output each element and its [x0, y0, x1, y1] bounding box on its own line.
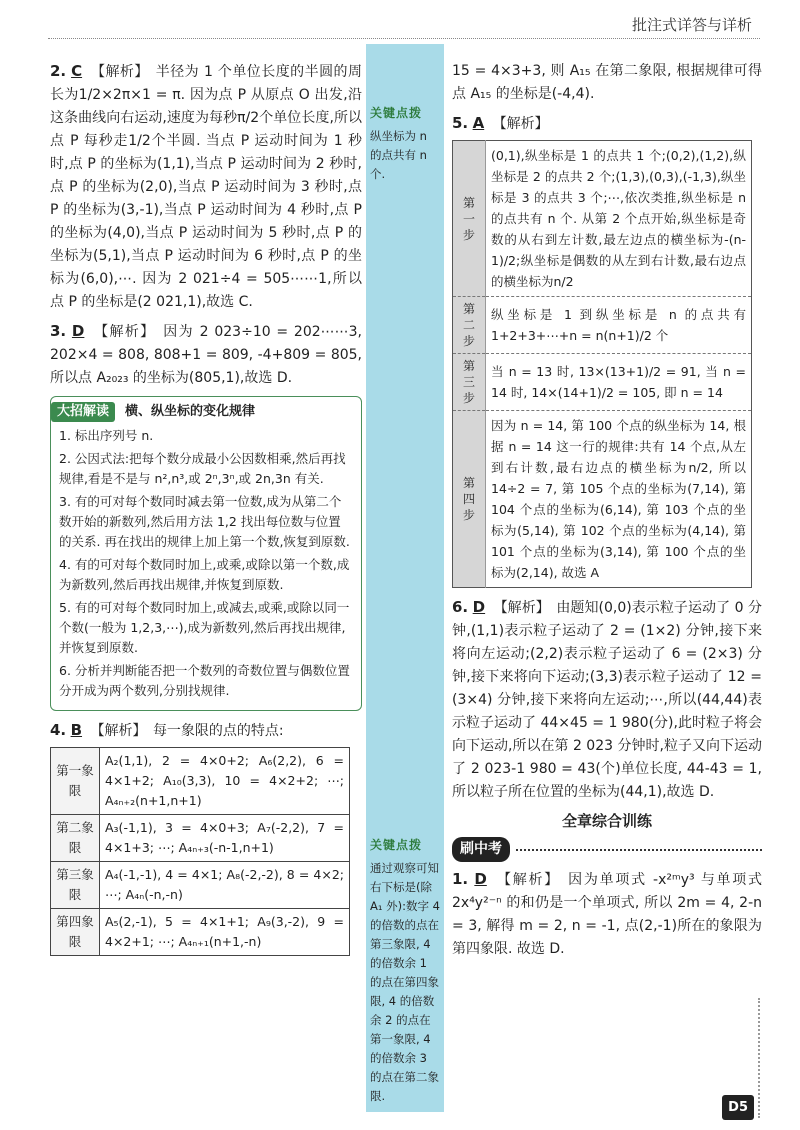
step-body: 当 n = 13 时, 13×(13+1)/2 = 91, 当 n = 14 时, 14×(14+1)/2 = 105, 即 n = 14 [486, 354, 752, 411]
question-2-tag: 【解析】 [91, 64, 149, 80]
question-6-number: 6. [452, 598, 469, 616]
margin-note-1-title: 关键点拨 [370, 106, 423, 120]
question-5-answer: A [472, 114, 485, 132]
header-title: 批注式详答与详析 [631, 16, 752, 34]
tips-box-title: 大招解读 [51, 402, 115, 422]
tips-box-subtitle: 横、纵坐标的变化规律 [125, 404, 256, 419]
step-head: 第一步 [453, 141, 486, 297]
tips-item: 6. 分析并判断能否把一个数列的奇数位置与偶数位置分开成为两个数列,分别找规律. [59, 663, 350, 698]
table-row [453, 354, 752, 411]
margin-note-1 [366, 102, 444, 184]
left-column [50, 60, 362, 962]
section-title: 全章综合训练 [561, 812, 652, 830]
question-3-tag: 【解析】 [94, 324, 156, 340]
question-4-answer: B [70, 721, 83, 739]
exam-banner [452, 837, 762, 862]
step-head: 第四步 [453, 411, 486, 588]
question-2-number: 2. [50, 62, 67, 80]
question-5 [452, 112, 762, 588]
tips-item: 1. 标出序列号 n. [59, 428, 154, 443]
question-2 [50, 60, 362, 314]
tips-item: 3. 有的可对每个数同时减去第一位数,成为从第二个数开始的新数列,然后用方法 1,2 找出每位数与位置的关系. 再在找出的规律上加上第一个数,恢复到原数. [59, 494, 350, 549]
margin-note-2-text: 通过观察可知右下标是(除 A₁ 外):数字 4 的倍数的点在第三象限, 4 的倍数余 1 的点在第四象限, 4 的倍数余 2 的点在第一象限, 4 的倍数余 3 的点在第二象限. [370, 861, 440, 1103]
table-row-body: A₃(-1,1), 3 = 4×0+3; A₇(-2,2), 7 = 4×1+3; ⋯; A₄ₙ₊₃(-n-1,n+1) [100, 815, 350, 862]
margin-note-2 [366, 834, 444, 1106]
table-row [51, 909, 350, 956]
question-4-continued: 15 = 4×3+3, 则 A₁₅ 在第二象限, 根据规律可得点 A₁₅ 的坐标是(-4,4). [452, 63, 762, 102]
table-row-head: 第一象限 [51, 748, 100, 815]
tips-list [59, 426, 353, 701]
question-4-tag: 【解析】 [90, 723, 147, 739]
question-1-answer: D [474, 870, 487, 888]
question-6-answer: D [472, 598, 486, 616]
question-2-answer: C [71, 62, 83, 80]
tips-item: 4. 有的可对每个数同时加上,或乘,或除以第一个数,成为新数列,然后再找出规律,并恢复到原数. [59, 557, 350, 592]
question-1-text: 因为单项式 -x²ᵐy³ 与单项式 2x⁴y²⁻ⁿ 的和仍是一个单项式, 所以 2m = 4, 2-n = 3, 解得 m = 2, n = -1, 点(2,-1)所在的象限为第四象限. 故选 D. [452, 872, 763, 957]
question-3-number: 3. [50, 322, 67, 340]
table-row [453, 411, 752, 588]
question-5-tag: 【解析】 [492, 116, 549, 132]
quadrant-table [50, 747, 350, 956]
table-row [453, 141, 752, 297]
exam-banner-label: 刷中考 [452, 837, 510, 862]
question-4-number: 4. [50, 721, 67, 739]
table-row [51, 815, 350, 862]
question-5-number: 5. [452, 114, 469, 132]
step-body: (0,1),纵坐标是 1 的点共 1 个;(0,2),(1,2),纵坐标是 2 的点共 2 个;(1,3),(0,3),(-1,3),纵坐标是 3 的点共 3 个;⋯,依次类推,纵坐标是 n 的点共有 n 个. 从第 2 个点开始,纵坐标是奇数的从右到左计数,最左边点的横坐标为-(n-1)/2;纵坐标是偶数的从左到右计数,最右边点的横坐标为n/2 [486, 141, 752, 297]
table-row-head: 第三象限 [51, 862, 100, 909]
right-column [452, 60, 762, 967]
tips-item: 2. 公因式法:把每个数分成最小公因数相乘,然后再找规律,看是不是与 n²,n³,或 2ⁿ,3ⁿ,或 2n,3n 有关. [59, 451, 346, 486]
tips-item: 5. 有的可对每个数同时加上,或减去,或乘,或除以同一个数(一般为 1,2,3,⋯),成为新数列,然后再找出规律,并恢复到原数. [59, 600, 350, 655]
question-6 [452, 596, 762, 804]
question-6-text: 由题知(0,0)表示粒子运动了 0 分钟,(1,1)表示粒子运动了 2 = (1×2) 分钟,接下来将向左运动;(2,2)表示粒子运动了 6 = (2×3) 分钟,接下来将向下运动;(3,3)表示粒子运动了 12 = (3×4) 分钟,接下来将向左运动;⋯,所以(44,44)表示粒子运动了 44×45 = 1 980(分),此时粒子将会向下运动,所以在第 2 023 分钟时,粒子又向下运动了 2 023-1 980 = 43(个)单位长度, 44-43 = 1, 所以粒子所在位置的坐标为(44,1),故选 D. [452, 600, 763, 800]
table-row [51, 862, 350, 909]
margin-note-1-text: 纵坐标为 n 的点共有 n 个. [370, 129, 427, 181]
page-number: D5 [722, 1095, 754, 1120]
tips-box [50, 396, 362, 711]
table-row-body: A₄(-1,-1), 4 = 4×1; A₈(-2,-2), 8 = 4×2; ⋯; A₄ₙ(-n,-n) [100, 862, 350, 909]
margin-note-2-title: 关键点拨 [370, 838, 423, 852]
table-row-body: A₂(1,1), 2 = 4×0+2; A₆(2,2), 6 = 4×1+2; A₁₀(3,3), 10 = 4×2+2; ⋯; A₄ₙ₊₂(n+1,n+1) [100, 748, 350, 815]
question-3-answer: D [71, 322, 85, 340]
table-row-head: 第四象限 [51, 909, 100, 956]
question-3 [50, 320, 362, 390]
steps-table [452, 140, 752, 588]
step-head: 第二步 [453, 297, 486, 354]
header-rule [48, 38, 760, 39]
question-4-text: 每一象限的点的特点: [152, 723, 284, 739]
question-2-text: 半径为 1 个单位长度的半圆的周长为1/2×2π×1 = π. 因为点 P 从原点 O 出发,沿这条曲线向右运动,速度为每秒π/2个单位长度,所以点 P 每秒走1/2个半圆. 当点 P 运动时间为 1 秒时,点 P 的坐标为(1,1),当点 P 运动时间为 2 秒时,点 P 的坐标为(2,0),当点 P 运动时间为 3 秒时,点 P 的坐标为(3,-1),当点 P 运动时间为 4 秒时,点 P 的坐标为(4,0),当点 P 运动时间为 5 秒时,点 P 的坐标为(5,1),当点 P 运动时间为 6 秒时,点 P 的坐标为(6,0),⋯. 因为 2 021÷4 = 505⋯⋯1,所以点 P 的坐标是(2 021,1),故选 C. [50, 64, 363, 310]
table-row-body: A₅(2,-1), 5 = 4×1+1; A₉(3,-2), 9 = 4×2+1; ⋯; A₄ₙ₊₁(n+1,-n) [100, 909, 350, 956]
question-3-text: 因为 2 023÷10 = 202⋯⋯3, 202×4 = 808, 808+1 = 809, -4+809 = 805, 所以点 A₂₀₂₃ 的坐标为(805,1),故选 D. [50, 324, 362, 386]
question-6-tag: 【解析】 [493, 600, 550, 616]
table-row [453, 297, 752, 354]
margin-notes-column [366, 44, 444, 1112]
edge-dots [758, 998, 770, 1118]
question-1 [452, 868, 762, 961]
step-head: 第三步 [453, 354, 486, 411]
step-body: 纵坐标是 1 到纵坐标是 n 的点共有 1+2+3+⋯+n = n(n+1)/2 个 [486, 297, 752, 354]
question-4 [50, 719, 362, 956]
question-1-tag: 【解析】 [497, 872, 560, 888]
step-body: 因为 n = 14, 第 100 个点的纵坐标为 14, 根据 n = 14 这一行的规律:共有 14 个点,从左到右计数,最右边点的横坐标为n/2, 所以 14÷2 = 7, 第 105 个点的坐标为(7,14), 第 104 个点的坐标为(6,14), 第 103 个点的坐标为(5,14), 第 102 个点的坐标为(4,14), 第 101 个点的坐标为(3,14), 第 100 个点的坐标为(2,14), 故选 A [486, 411, 752, 588]
table-row-head: 第二象限 [51, 815, 100, 862]
question-1-number: 1. [452, 870, 469, 888]
table-row [51, 748, 350, 815]
banner-divider [516, 849, 762, 851]
